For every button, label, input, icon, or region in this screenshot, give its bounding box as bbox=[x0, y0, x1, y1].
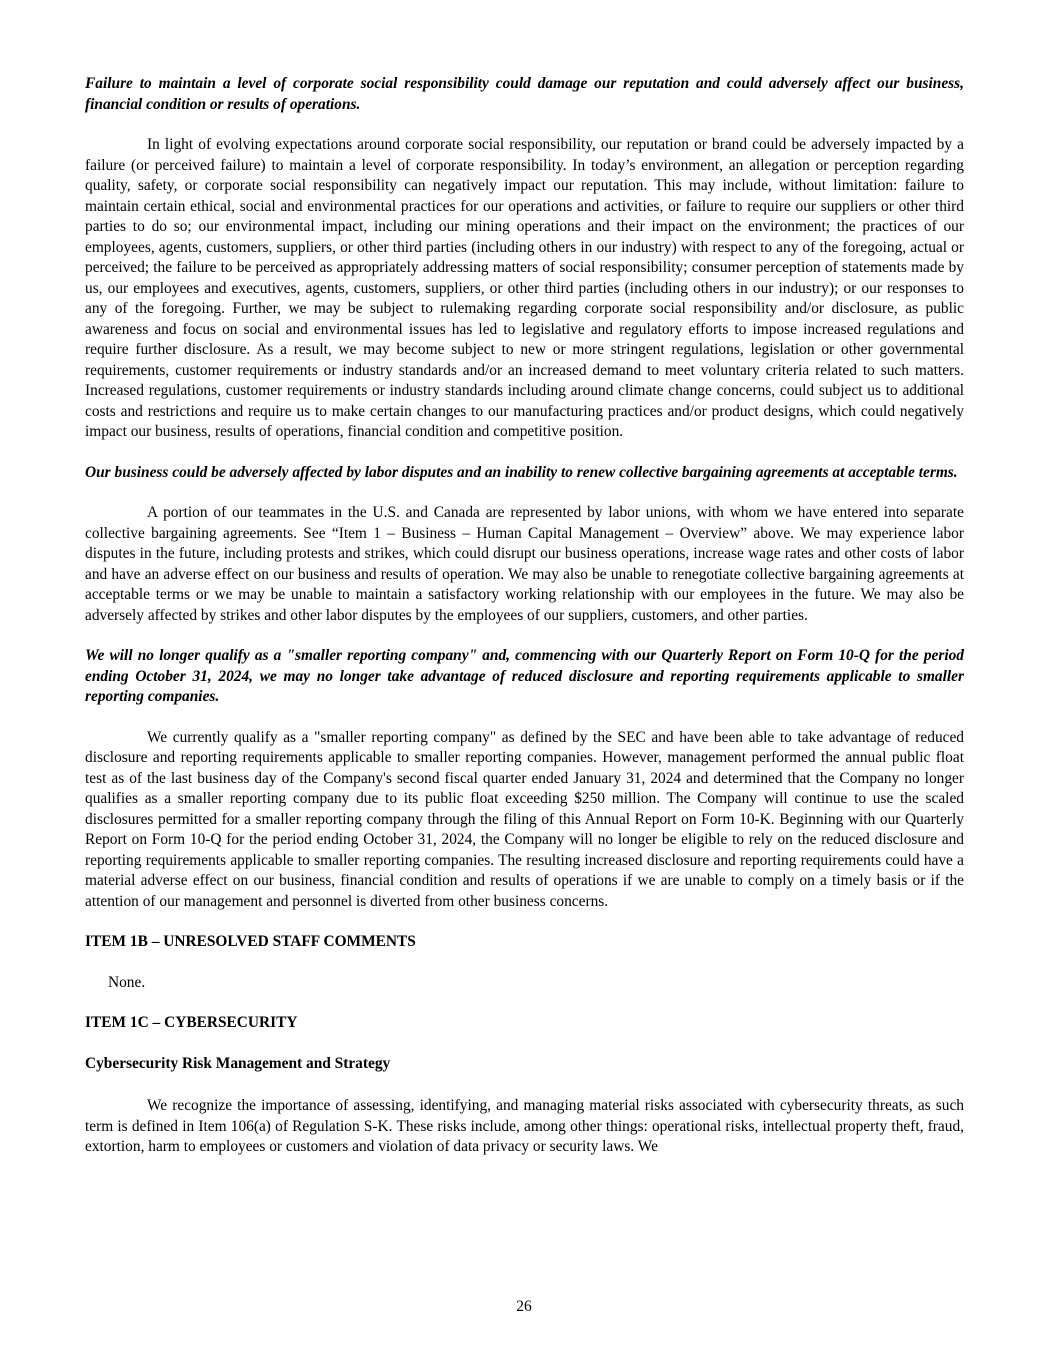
risk-factor-paragraph-smaller-reporting: We currently qualify as a "smaller reporting company" as defined by the SEC and have been able to take advantage of reduced disclosure and reporting requirements applicable to smaller reporting companies. However, management performed the annual public float test as of the last business day of the Company's second fiscal quarter ended January 31, 2024 and determined that the Company no longer qualifies as a smaller reporting company due to its public float exceeding $250 million. The Company will continue to use the scaled disclosures permitted for a smaller reporting company through the filing of this Annual Report on Form 10-K. Beginning with our Quarterly Report on Form 10-Q for the period ending October 31, 2024, the Company will no longer be eligible to rely on the reduced disclosure and reporting requirements applicable to smaller reporting companies. The resulting increased disclosure and reporting requirements could have a material adverse effect on our business, financial condition and results of operations if we are unable to comply on a timely basis or if the attention of our management and personnel is diverted from other business concerns. bbox=[85, 728, 964, 910]
risk-factor-paragraph-csr: In light of evolving expectations around corporate social responsibility, our reputation or brand could be adversely impacted by a failure (or perceived failure) to maintain a level of corporate responsibility. In today’s environment, an allegation or perception regarding quality, safety, or corporate social responsibility can negatively impact our reputation. This may include, without limitation: failure to maintain certain ethical, social and environmental practices for our operations and activities, or failure to require our suppliers or other third parties to do so; our environmental impact, including our mining operations and their impact on the environment; the practices of our employees, agents, customers, suppliers, or other third parties (including others in our industry) with respect to any of the foregoing, actual or perceived; the failure to be perceived as appropriately addressing matters of social responsibility; consumer perception of statements made by us, our employees and executives, agents, customers, suppliers, or other third parties (including others in our industry); or our responses to any of the foregoing. Further, we may be subject to rulemaking regarding corporate social responsibility and/or disclosure, as public awareness and focus on social and environmental issues has led to legislative and regulatory efforts to impose increased regulations and require further disclosure. As a result, we may become subject to new or more stringent regulations, legislation or other governmental requirements, customer requirements or industry standards and/or an increased demand to meet voluntary criteria related to such matters. Increased regulations, customer requirements or industry standards including around climate change concerns, could subject us to additional costs and restrictions and require us to make certain changes to our manufacturing practices and/or product designs, which could negatively impact our business, results of operations, financial condition and competitive position. bbox=[85, 136, 964, 440]
item-1c-heading: ITEM 1C – CYBERSECURITY bbox=[85, 1014, 298, 1031]
risk-factor-paragraph-labor: A portion of our teammates in the U.S. and Canada are represented by labor unions, with whom we have entered into separate collective bargaining agreements. See “Item 1 – Business – Human Capital Management – Overview” above. We may experience labor disputes in the future, including protests and strikes, which could disrupt our business operations, increase wage rates and other costs of labor and have an adverse effect on our business and results of operation. We may also be unable to renegotiate collective bargaining agreements at acceptable terms or we may be unable to maintain a satisfactory working relationship with our employees in the future. We may also be adversely affected by strikes and other labor disputes by the employees of our suppliers, customers, and other parties. bbox=[85, 504, 964, 624]
risk-factor-heading-smaller-reporting: We will no longer qualify as a "smaller reporting company" and, commencing with our Quarterly Report on Form 10-Q for the period ending October 31, 2024, we may no longer take advantage of reduced disclosure and reporting requirements applicable to smaller reporting companies. bbox=[85, 647, 964, 705]
risk-factor-heading-csr: Failure to maintain a level of corporate social responsibility could damage our reputation and could adversely affect our business, financial condition or results of operations. bbox=[85, 75, 964, 113]
cybersecurity-subheading: Cybersecurity Risk Management and Strategy bbox=[85, 1054, 391, 1072]
document-page bbox=[85, 74, 964, 1178]
item-1b-heading: ITEM 1B – UNRESOLVED STAFF COMMENTS bbox=[85, 933, 416, 950]
item-1b-body: None. bbox=[108, 973, 146, 991]
risk-factor-heading-labor: Our business could be adversely affected by labor disputes and an inability to renew collective bargaining agreements at acceptable terms. bbox=[85, 463, 958, 481]
page-number: 26 bbox=[516, 1298, 532, 1315]
cybersecurity-paragraph: We recognize the importance of assessing, identifying, and managing material risks associated with cybersecurity threats, as such term is defined in Item 106(a) of Regulation S-K. These risks include, among other things: operational risks, intellectual property theft, fraud, extortion, harm to employees or customers and violation of data privacy or security laws. We bbox=[85, 1097, 964, 1155]
